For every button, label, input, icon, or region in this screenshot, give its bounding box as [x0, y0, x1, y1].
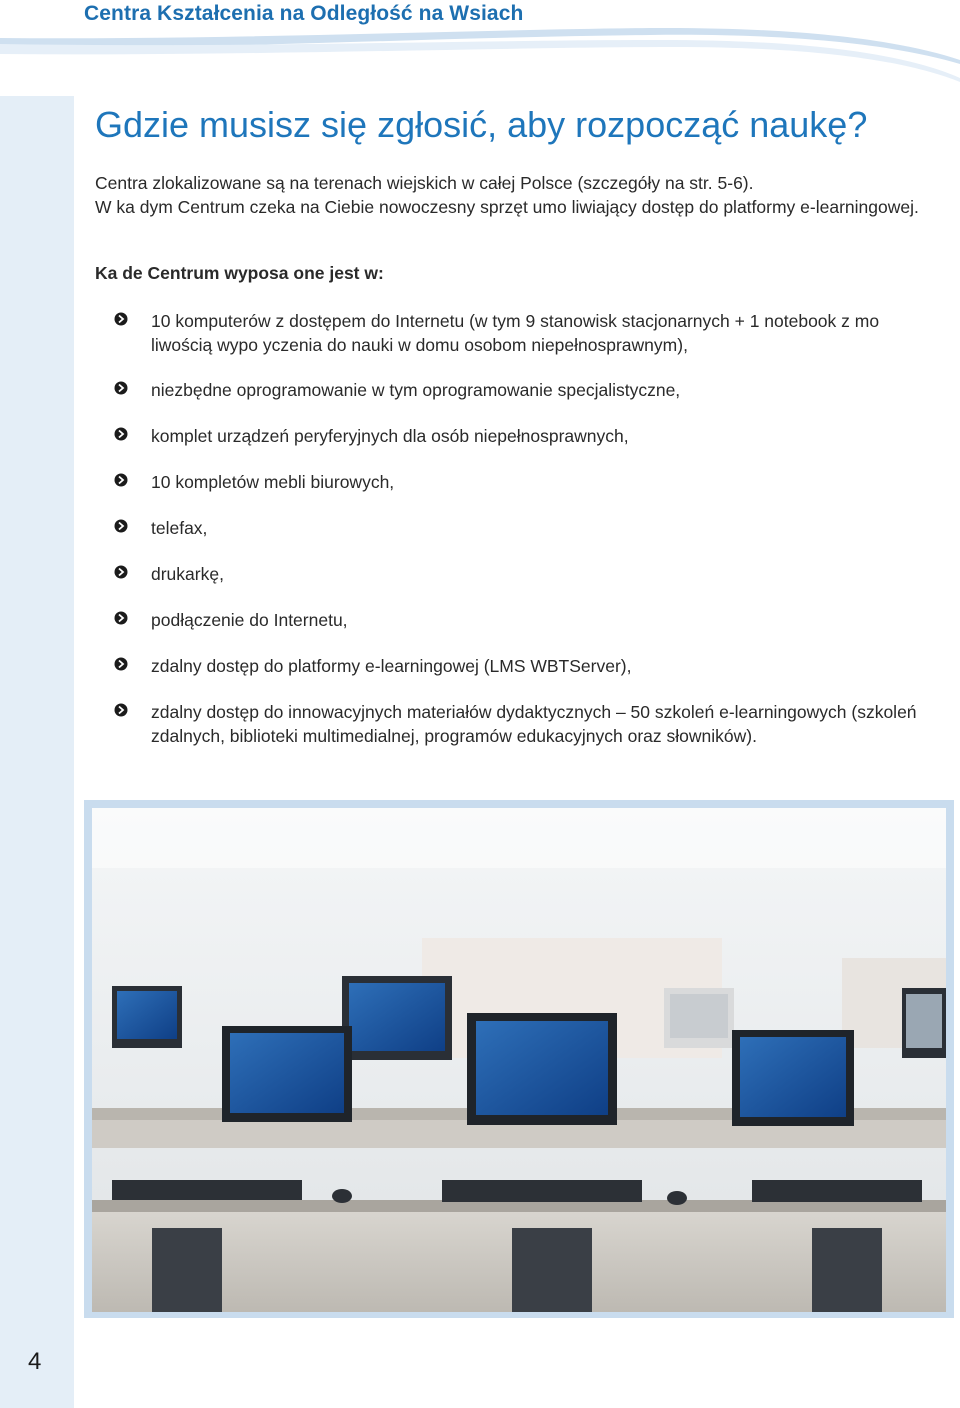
- list-item-text: 10 kompletów mebli biurowych,: [151, 472, 395, 492]
- equipment-title: Ka de Centrum wyposa one jest w:: [95, 263, 384, 283]
- header-title: Centra Kształcenia na Odległość na Wsiach: [84, 2, 524, 25]
- page-number: 4: [28, 1348, 42, 1375]
- left-margin-strip: [0, 96, 74, 1408]
- chevron-bullet-icon: [114, 473, 128, 487]
- chevron-bullet-icon: [114, 312, 128, 326]
- intro-line-1: Centra zlokalizowane są na terenach wiejskich w całej Polsce (szczegóły na str. 5-6).: [95, 173, 754, 193]
- intro-line-2: W ka dym Centrum czeka na Ciebie nowoczesny sprzęt umo liwiający dostęp do platformy e-learningowej.: [95, 196, 919, 217]
- list-item-text: drukarkę,: [151, 564, 224, 584]
- page-heading: Gdzie musisz się zgłosić, aby rozpocząć naukę?: [95, 104, 868, 145]
- chevron-bullet-icon: [114, 381, 128, 395]
- list-item-text: komplet urządzeń peryferyjnych dla osób niepełnosprawnych,: [151, 426, 629, 446]
- chevron-bullet-icon: [114, 519, 128, 533]
- list-item-text: niezbędne oprogramowanie w tym oprogramowanie specjalistyczne,: [151, 380, 681, 400]
- list-item-text: zdalny dostęp do innowacyjnych materiałów dydaktycznych – 50 szkoleń e-learningowych (szkoleń zdalnych, biblioteki multimedialnej, programów edukacyjnych oraz słowników).: [151, 702, 917, 746]
- computer-lab-photo: [92, 808, 946, 1312]
- chevron-bullet-icon: [114, 427, 128, 441]
- list-item-text: 10 komputerów z dostępem do Internetu (w tym 9 stanowisk stacjonarnych + 1 notebook z mo liwością wypo yczenia do nauki w domu osobom niepełnosprawnym),: [151, 311, 880, 355]
- list-item-text: podłączenie do Internetu,: [151, 610, 348, 630]
- chevron-bullet-icon: [114, 657, 128, 671]
- chevron-bullet-icon: [114, 703, 128, 717]
- chevron-bullet-icon: [114, 611, 128, 625]
- list-item-text: zdalny dostęp do platformy e-learningowej (LMS WBTServer),: [151, 656, 632, 676]
- intro-paragraph: [95, 172, 925, 219]
- chevron-bullet-icon: [114, 565, 128, 579]
- photo-frame: [84, 800, 954, 1318]
- list-item-text: telefax,: [151, 518, 208, 538]
